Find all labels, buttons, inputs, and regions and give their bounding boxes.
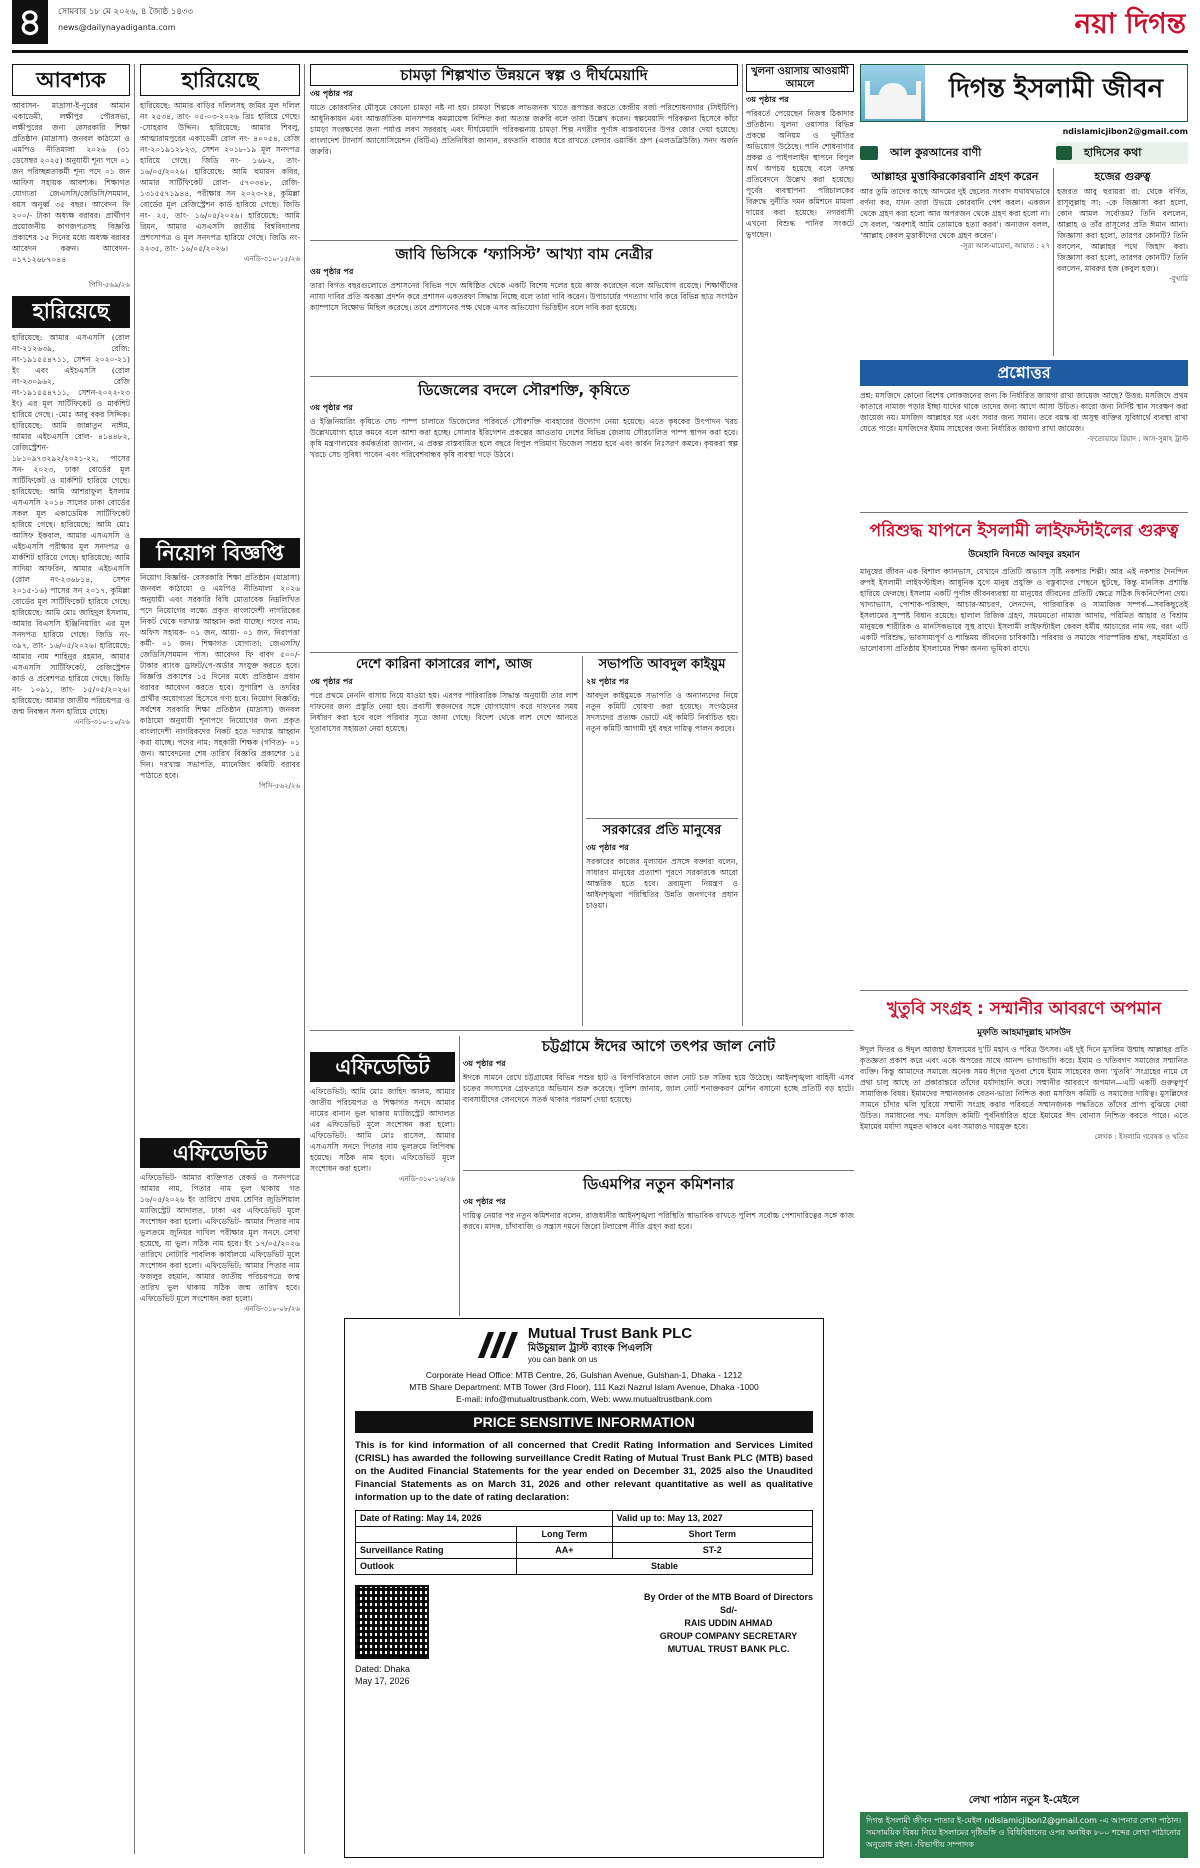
article2-title: খুতুবি সংগ্রহ : সম্মানীর আবরণে অপমান [886, 999, 1162, 1019]
mosque-drawing-icon [861, 65, 925, 121]
islamic-section-title: দিগন্ত ইসলামী জীবন [948, 74, 1164, 104]
article1-author: উমেহানি বিনতে আবদুর রহমান [968, 550, 1080, 560]
news-fake-notes [463, 1036, 854, 1166]
islamic-email[interactable]: ndislamicjibon2@gmail.com [1062, 127, 1188, 136]
news-dmp [463, 1174, 854, 1314]
body-fake-notes: ঈদকে সামনে রেখে চট্টগ্রামের বিভিন্ন পশুর হাট ও বিপণিবিতানে জাল নোট চক্র সক্রিয় হয়ে উঠেছে। আইনশৃঙ্খলা বাহিনী এসব চক্রের সদস্যদের গ্রেফতারে অভিযান শুরু করেছে। পুলিশ জানায়, জাল নোট শনাক্তকরণ মেশিন বসানো হচ্ছে প্রতিটি বড় হাটে। ব্যবসায়ীদের লেনদেনে সতর্ক থাকার পরামর্শ দেয়া হয়েছে। [463, 1073, 854, 1104]
wanted-text: আবাসন- মাদ্রাসা-ই-নূরের আমান একাডেমী, লক্ষীপুর পৌরসভা, লক্ষীপুরের জন্য বেসরকারি শিক্ষা প্রতিষ্ঠান (মাদ্রাসা) জনবল কাঠামো ও এমপিও নীতিমালা ২০২৬ (৩১ ডেসেম্বর ২০২৫) অনুযায়ী শূন্য পদে ০১ জন পরিচ্ছন্নতাকর্মী শূন্য পদে ০১ জন আফিস সহায়ক আবশ্যক। শিক্ষাগত যোগ্যতা জেএসসি/জেডিসি/সমমান, বয়স অনূর্ধ্ব ৩৫ বছর। আবেদন ফি ২০০/- টাকা অধ্যক্ষ বরাবর। প্রার্থীগণ প্রয়োজনীয় কাগজপত্রসহ বিজ্ঞপ্তি প্রকাশের ১৫ দিনের মধ্যে অধ্যক্ষ বরাবর আবেদন করুন। আবেদন- ০১৭১২৬৮৭০৪৪ [12, 101, 130, 264]
byline-solar: ৩য় পৃষ্ঠার পর [310, 403, 353, 412]
table-row [356, 1511, 813, 1527]
column-divider [459, 1036, 460, 1316]
mtb-rating-table [355, 1510, 813, 1575]
mtb-psi-heading: PRICE SENSITIVE INFORMATION [355, 1411, 813, 1433]
column-divider [1053, 168, 1054, 356]
hadith-section [1057, 168, 1188, 356]
mtb-short-term-header: Short Term [612, 1527, 812, 1543]
lost-section-1 [12, 332, 130, 1852]
hadith-heading: হজের গুরুত্ব [1094, 170, 1151, 183]
mtb-row1-long: AA+ [517, 1543, 613, 1559]
affidavit-text-2: এফিডেভিট: আমি মোঃ জাহিদ আলম, আমার জাতীয় পরিচয়পত্র ও শিক্ষাগত সনদে আমার নামের বানান ভুল থাকায় ম্যাজিস্ট্রেট আদালত এর এফিডেভিট মূলে সংশোধন করা হলো। এফিডেভিট: আমি মোঃ রাসেল, আমার এসএসসি সনদে পিতার নাম ভুলক্রমে লিপিবদ্ধ হয়েছে। সঠিক নাম হবে। এফিডেভিট মূলে সংশোধন করা হলো। [310, 1087, 455, 1173]
headline-solar: ডিজেলের বদলে সৌরশক্তি, কৃষিতে [418, 381, 630, 399]
byline-dmp: ৩য় পৃষ্ঠার পর [463, 1197, 506, 1206]
divider [463, 1170, 854, 1171]
byline-government: ৩য় পৃষ্ঠার পর [586, 843, 629, 852]
news-solar [310, 380, 738, 650]
lost-text-1: হারিয়েছে: আমার এসএসসি (রোল নং-২১২৬৩৯, রেজি: নং-১৯১৫৫৪৭১১, সেশন ২০২০-২১) ইং এবং এইচএসসি (রোল নং-২৩০৯৬২, রেজি নং-১৯১৫৫৪৭১১, সেশন-২০২২-২৩ ইং) এর মূল সার্টিফিকেট ও মার্কশিট হারিয়ে গেছে। -মোঃ আবু বকর সিদ্দিক। হারিয়েছে: আমি জান্নাতুন নাঈম, আমার এইচএসসি রোল- ৪১৪৪৮২, রেজিস্ট্রেশন- ১৮১০৯৭৩২৯২/২০২১-২২, পাসের সন- ২০২৩, ঢাকা বোর্ডের মূল সার্টিফিকেট ও মার্কশিট হারিয়ে গেছে। হারিয়েছে: আমি আশরাফুল ইসলাম এসএসসি ২০১৪ সালের ঢাকা বোর্ডের সকল মূল একাডেমিক সার্টিফিকেট হারিয়ে গেছে। হারিয়েছে: আমি মোঃ আসিফ ইকবাল, আমার এসএসসি ও এইচএসসি পরীক্ষার মূল সনদপত্র ও মার্কশিট হারিয়ে গেছে। হারিয়েছে: আমি সাদিয়া আফরিন, আমার এইচএসসি (রোল নং-২৩৬৮১৪, সেশন ২০১৫-১৬) পাসের সন ২০১৭, কুমিল্লা বোর্ডের মূল সার্টিফিকেট হারিয়ে গেছে। হারিয়েছে: আমি মোঃ জাহিদুল ইসলাম, আমার বিএসসি ইঞ্জিনিয়ারিং এর মূল সনদপত্র হারিয়ে গেছে। জিডি নং- ৩৯৭, তাং- ১৬/০৫/২০২৬। হারিয়েছে: আমার নাম শাহিনুর রহমান, আমার এসএসসি সার্টিফিকেট, রেজিস্ট্রেশন কার্ড ও প্রবেশপত্র হারিয়ে গেছে। জিডি নং- ১০৯১, তাং- ১৫/০৫/২০২৬। হারিয়েছে: আমার জাতীয় পরিচয়পত্র ও জন্ম নিবন্ধন সনদ হারিয়ে গেছে। [12, 333, 130, 716]
mtb-signature-block [644, 1585, 813, 1687]
hadith-label-bar [1056, 142, 1188, 164]
qa-section [860, 390, 1188, 508]
hadith-text: হজরত আবু হুরায়রা রা: থেকে বর্ণিত, রাসূলুল্লাহ সা: -কে জিজ্ঞাসা করা হলো, কোন আমল সর্বোত্তম? তিনি বললেন, আল্লাহ ও তাঁর রাসূলের প্রতি ঈমান আনা। জিজ্ঞাসা করা হলো, তারপর কোনটি? তিনি বললেন, আল্লাহর পথে জিহাদ করা। জিজ্ঞাসা করা হলো, তারপর কোনটি? তিনি বললেন, মাবরুর হজ (কবুল হজ)। [1057, 187, 1188, 273]
mtb-designation-1: GROUP COMPANY SECRETARY [659, 1631, 798, 1641]
mtb-dated-2: May 17, 2026 [355, 1676, 410, 1686]
mtb-logo-icon [476, 1330, 520, 1360]
column-divider [304, 64, 305, 1854]
body-leather: যাতে কোরবানির মৌসুমে কোনো চামড়া নষ্ট না হয়। চামড়া শিল্পকে লাভজনক খাতে রূপান্তর করতে কেন্দ্রীয় বর্জ্য পরিশোধনাগার (সিইটিপি) আধুনিকায়ন এবং আন্তর্জাতিক মানসম্পন্ন কমপ্লায়েন্স নিশ্চিত করা অত্যন্ত জরুরি বলে তারা উল্লেখ করেন। স্বল্পমেয়াদি পরিকল্পনা হিসেবে কাঁচা চামড়া সংরক্ষণের জন্য পর্যাপ্ত লবণ সরবরাহ এবং দীর্ঘমেয়াদি পরিকল্পনায় চামড়া শিল্প নগরীর পূর্ণাঙ্গ বাস্তবায়নের উপর জোর দেয়া হয়েছে। বাংলাদেশ ট্যানার্স অ্যাসোসিয়েশন (বিটিএ) প্রতিনিধিরা জানান, রফতানি বাজার ধরে রাখতে লেদার ওয়ার্কিং গ্রুপ (এলডব্লিউজি) সনদ অর্জন জরুরি। [310, 103, 738, 156]
affidavit-ref-2: এনডি-৩১০-১৬/২৬ [399, 1175, 455, 1183]
mtb-sd: Sd/- [719, 1605, 737, 1615]
divider [586, 818, 738, 819]
affidavit-section-2 [310, 1086, 455, 1316]
mtb-row1-label: Surveillance Rating [356, 1543, 517, 1559]
headline-jabi: জাবি ভিসিকে ‘ফ্যাসিস্ট’ আখ্যা বাম নেত্রীর [395, 245, 653, 263]
table-row [356, 1527, 813, 1543]
headline-kaium: সভাপতি আবদুল কাইয়ুম [598, 657, 726, 672]
book-icon [860, 146, 878, 160]
quran-section [860, 168, 1050, 356]
lost-heading-1: হারিয়েছে [12, 296, 130, 328]
mtb-valid-upto: Valid up to: May 13, 2027 [612, 1511, 812, 1527]
quran-reference: -সূরা আল-মায়েদা, আয়াত : ২৭ [960, 242, 1050, 250]
mosque-icon [861, 65, 925, 121]
divider [310, 1030, 854, 1031]
mtb-order: By Order of the MTB Board of Directors [643, 1592, 813, 1602]
wanted-heading: আবশ্যক [12, 64, 130, 96]
body-kaium: আবদুল কাইয়ুমকে সভাপতি ও অন্যান্যদের নিয়ে নতুন কমিটি ঘোষণা করা হয়েছে। সংগঠনের সদস্যদের প্রত্যক্ষ ভোটে এই কমিটি নির্বাচিত হয়। নতুন কমিটি আগামী দুই বছর দায়িত্ব পালন করবে। [586, 691, 738, 733]
byline-jabi: ওয় পৃষ্ঠার পর [310, 267, 354, 276]
recruitment-ref: পিসি-৫৬২/২৬ [258, 782, 300, 790]
recruitment-section [140, 572, 300, 1132]
news-karina [310, 656, 578, 1026]
recruitment-text: নিয়োগ বিজ্ঞপ্তি- বেসরকারি শিক্ষা প্রতিষ্ঠান (মাদ্রাসা) জনবল কাঠামো ও এমপিও নীতিমালা ২০২৬ অনুযায়ী এবং সরকারি বিধি মোতাবেক নিম্নলিখিত পদে নিয়োগের লক্ষ্যে প্রকৃত বাংলাদেশী নাগরিকের নিকট থেকে দরখাস্ত আহ্বান করা যাচ্ছে। পদের নাম: অফিস সহায়ক- ০১ জন, আয়া- ০১ জন, নিরাপত্তা কর্মী- ০১ জন। শিক্ষাগত যোগ্যতা: জেএসসি/জেডিসি/সমমান পাস। আবেদন ফি বাবদ ৫০০/- টাকার ব্যাংক ড্রাফট/পে-অর্ডার সংযুক্ত করতে হবে। বিজ্ঞপ্তি প্রকাশের ১৫ দিনের মধ্যে প্রতিষ্ঠান প্রধান বরাবর আবেদন করতে হবে। সুপারিশ ও তদবির প্রার্থীর অযোগ্যতা হিসেবে গণ্য হবে। নিয়োগ বিজ্ঞপ্তি: সর্বশেষ সরকারি শিক্ষা প্রতিষ্ঠান (মাদ্রাসা) জনবল কাঠামো অনুযায়ী শূন্যপদে নিয়োগের জন্য প্রকৃত বাংলাদেশী নাগরিকদের নিকট হতে দরখাস্ত আহ্বান করা যাচ্ছে। পদের নাম: সহকারী শিক্ষক (গণিত)- ০১ জন। আবেদনের শেষ তারিখ বিজ্ঞপ্তি প্রকাশের ১৫ দিন। দরখাস্ত সভাপতি, ম্যানেজিং কমিটি বরাবর পাঠাতে হবে। [140, 573, 300, 780]
newspaper-logo: নয়া দিগন্ত [1074, 7, 1186, 40]
affidavit-text-1: এফিডেভিট- আমার ব্যক্তিগত রেকর্ড ও সনদপত্রে আমার নাম, পিতার নাম ভুল থাকায় গত ১৬/০৫/২০২৬ ইং তারিখে প্রথম শ্রেণির জুডিশিয়াল ম্যাজিস্ট্রেট আদালত, ঢাকা এর এফিডেভিট মূলে সংশোধন করা হলো। এফিডেভিট- আমার পিতার নাম ভুলক্রমে জুনিয়র দাখিল পরীক্ষার মূল সনদে লেখা হয়েছে, যা ভুল। সঠিক নাম হবে। ইং ১৭/০৫/২০২৬ তারিখে নোটারি পাবলিক কার্যালয়ে এফিডেভিট মূলে সংশোধন করা হলো। এফিডেভিট: আমার পিতার নাম ফজলুর রহমান, আমার জাতীয় পরিচয়পত্রে জন্ম তারিখ ভুল থাকায় সঠিক জন্ম তারিখ হবে। এফিডেভিট মূলে সংশোধন করা হলো। [140, 1173, 300, 1303]
body-jabi: তারা বিগত বছরগুলোতে প্রশাসনের বিভিন্ন পদে অধিষ্ঠিত থেকে একটি বিশেষ দলের হয়ে কাজ করেছেন বলে অভিযোগ রয়েছে। শিক্ষার্থীদের ন্যায্য দাবির প্রতি অবজ্ঞা প্রদর্শন করে প্রশাসন একতরফা সিদ্ধান্ত নিচ্ছে বলে তারা দাবি করেন। উপাচার্যের পদত্যাগ দাবি করে বিভিন্ন ছাত্র সংগঠন ক্যাম্পাসে বিক্ষোভ মিছিল করেছে। তবে প্রশাসনের পক্ষ থেকে এসব অভিযোগ ভিত্তিহীন বলে দাবি করা হয়েছে। [310, 281, 738, 312]
byline-kaium: ২য় পৃষ্ঠার পর [586, 677, 629, 686]
headline-khulna: খুলনা ওয়াসায় আওয়ামী আমলে [746, 64, 854, 92]
mtb-row1-short: ST-2 [612, 1543, 812, 1559]
lost-section-2 [140, 100, 300, 530]
islamic-section-header [860, 64, 1188, 122]
quran-heading: আল্লাহর মুত্তাকিরকোরবানি গ্রহণ করেন [871, 170, 1039, 183]
mtb-blank-cell [356, 1527, 517, 1543]
body-karina: পরে প্রথমে নেননি বাসায় নিয়ে যাওয়া হয়। এরপর পারিবারিক সিদ্ধান্ত অনুযায়ী তার লাশ দাফনের জন্য প্রস্তুতি নেয়া হয়। প্রবাসী স্বজনদের সঙ্গে যোগাযোগ করে দাফনের সময় নির্ধারণ করা হবে বলে পরিবার সূত্রে জানা গেছে। বিদেশ থেকে লাশ দেশে আনতে দূতাবাসের সহায়তা নেয়া হয়েছে। [310, 691, 578, 733]
mtb-qr-block [355, 1585, 429, 1687]
news-jabi [310, 244, 738, 374]
lost-ref-1: এনডি-৩১০-১০/২৬ [74, 718, 130, 726]
mtb-dated: Dated: Dhaka [355, 1664, 411, 1674]
mtb-name: Mutual Trust Bank PLC [527, 1325, 693, 1342]
headline-government: সরকারের প্রতি মানুষের [602, 823, 722, 838]
headline-dmp: ডিএমপির নতুন কমিশনার [583, 1175, 734, 1193]
footer-notice: দিগন্ত ইসলামী জীবন পাতার ই-মেইল ndislamicjibon2@gmail.com -এ আপনার লেখা পাঠান। সমসাময়িক বিষয় নিয়ে ইসলামের দৃষ্টিভঙ্গি ও বিধিবিধানের ওপর অনধিক ৮০০ শব্দের লেখা পাঠানোর অনুরোধ রইল। -বিভাগীয় সম্পাদক [860, 1812, 1188, 1858]
recruitment-heading: নিয়োগ বিজ্ঞপ্তি [140, 538, 300, 568]
qa-heading: প্রশ্নোত্তর [860, 360, 1188, 386]
divider [310, 652, 738, 653]
mtb-designation-2: MUTUAL TRUST BANK PLC. [667, 1644, 790, 1654]
column-divider [582, 656, 583, 1026]
article1-text: মানুষের জীবন এক বিশাল ক্যানভাস, যেখানে প্রতিটি অভ্যাস সৃষ্টি নকশার শিল্পী। আর এই নকশার দৈনন্দিন রুপই ইসলামী লাইফস্টাইল। আধুনিক যুগে মানুষ প্রযুক্তি ও বস্তুবাদের পেছনে ছুটছে, কিন্তু মানসিক প্রশান্তি হারিয়ে ফেলছে। ইসলাম একটি পূর্ণাঙ্গ জীবনব্যবস্থা যা মানুষের জীবনের প্রতিটি ক্ষেত্রে সঠিক দিকনির্দেশনা দেয়। খাদ্যাভ্যাস, পোশাক-পরিচ্ছদ, আচার-আচরণ, লেনদেন, পারিবারিক ও সামাজিক সম্পর্ক—সবকিছুতেই ইসলামের সুস্পষ্ট বিধান রয়েছে। হালাল রিজিক গ্রহণ, সময়মতো নামাজ আদায়, পরিমিত আহার ও বিশ্রাম মানুষকে শারীরিক ও মানসিকভাবে সুস্থ রাখে। ইসলামী লাইফস্টাইল কেবল ধর্মীয় আচারের নাম নয়, বরং এটি একটি পরিশুদ্ধ, ভারসাম্যপূর্ণ ও শান্তিময় জীবনের চাবিকাঠি। পরিবার ও সমাজে পারস্পরিক শ্রদ্ধা, সহমর্মিতা ও ভালোবাসা প্রতিষ্ঠায় ইসলামের শিক্ষা অনন্য ভূমিকা রাখে। [860, 567, 1188, 653]
column-divider [742, 64, 743, 1026]
mtb-address-2: MTB Share Department: MTB Tower (3rd Floor), 111 Kazi Nazrul Islam Avenue, Dhaka -1000 [409, 1382, 759, 1392]
qr-code-icon[interactable] [355, 1585, 429, 1659]
body-solar: ও ইঞ্জিনিয়ারিং কৃষিতে সেচ পাম্প চালাতে ডিজেলের পরিবর্তে সৌরশক্তি ব্যবহারের উদ্যোগ নেয়া হয়েছে। এতে কৃষকের উৎপাদন খরচ উল্লেখযোগ্য হারে কমবে বলে আশা করা হচ্ছে। সোলার ইরিগেশন প্রকল্পের আওতায় দেশের বিভিন্ন জেলায় সৌরচালিত পাম্প স্থাপন করা হবে। কৃষি মন্ত্রণালয়ের কর্মকর্তারা জানান, এ প্রকল্প বাস্তবায়িত হলে বছরে বিপুল পরিমাণ ডিজেল সাশ্রয় হবে এবং কার্বন নিঃসরণ কমবে। কৃষকরা স্বল্প খরচে সেচ সুবিধা পাবেন এবং পরিবেশবান্ধব কৃষি ব্যবস্থা গড়ে উঠবে। [310, 417, 738, 459]
news-government [586, 822, 738, 1022]
byline-karina: ৩য় পৃষ্ঠার পর [310, 677, 353, 686]
mtb-address-1: Corporate Head Office: MTB Centre, 26, Gulshan Avenue, Gulshan-1, Dhaka - 1212 [425, 1370, 743, 1380]
article2-body [860, 1044, 1188, 1784]
mtb-advertisement [344, 1318, 824, 1858]
quran-text: আর তুমি তাদের কাছে আদমের দুই ছেলের সংবাদ যথাযথভাবে বর্ণনা কর, যখন তারা উভয়ে কোরবানি পেশ করল। একজন থেকে গ্রহণ করা হলো আর অপরজন থেকে গ্রহণ করা হলো না। সে বলল, ‘অবশ্যই আমি তোমাকে হত্যা করব’। অন্যজন বলল, ‘আল্লাহ কেবল মুত্তাকীদের থেকে গ্রহণ করেন’। [860, 187, 1050, 240]
affidavit-ref-1: এনডি-৩১০-০৮/২৬ [244, 1305, 300, 1313]
qa-text: প্রশ্ন: মসজিদে কোনো বিশেষ লোকজনের জন্য কি নির্ধারিত জায়গা রাখা জায়েজ আছে? উত্তর: মসজিদে প্রথম কাতারে নামাজ পড়ার ইচ্ছা যাদের থাকে তাদের জন্য আগে আসা উচিত। কারো জন্য নির্দিষ্ট স্থান সংরক্ষণ করা জায়েজ নয়। মসজিদ আল্লাহর ঘর এবং সবার জন্য সমান। তবে বয়স্ক বা অসুস্থ ব্যক্তির সুবিধার্থে ব্যবস্থা রাখা যেতে পারে। মসজিদের ইমাম সাহেবের জন্য নির্ধারিত জায়গা রাখা জায়েজ। [860, 391, 1188, 433]
issue-date: সোমবার ১৮ মে ২০২৬, ৪ জ্যৈষ্ঠ ১৪৩৩ [58, 7, 193, 17]
article2-text: ঈদুল ফিতর ও ঈদুল আজহা ইসলামের দু’টি মহান ও পবিত্র উৎসব। এই দুই দিনে মুসলিম উম্মাহ আল্লাহর প্রতি কৃতজ্ঞতা প্রকাশ করে এবং একে অপরের সাথে আনন্দ ভাগাভাগি করে। ইমাম ও খতিবগণ সমাজের সম্মানিত ব্যক্তি। কিন্তু আমাদের সমাজে অনেক সময় ঈদের খুতবা শেষে ইমাম সাহেবের জন্য ‘খুতবি’ সংগ্রহের নামে যে প্রথা চালু আছে তা প্রকারান্তরে তাঁদের মর্যাদাহানি করে। সম্মানীর আবরণে অপমান—এটি একটি গুরুত্বপূর্ণ সামাজিক বিষয়। ইমামদের সম্মানজনক বেতন-ভাতা নিশ্চিত করা মসজিদ কমিটি ও সমাজের দায়িত্ব। মুসল্লিদের সামনে চাঁদার থলি ঘুরিয়ে সম্মানী সংগ্রহ করার পরিবর্তে সম্মানজনক পদ্ধতিতে তাঁদের প্রাপ্য বুঝিয়ে দেয়া উচিত। সমাধানের পথ: মসজিদ কমিটি পূর্বনির্ধারিত হারে ইমামের ঈদ বোনাস নিশ্চিত করতে পারে। এতে ইমামের মর্যাদা সমুন্নত থাকবে এবং সমাজও দায়মুক্ত হবে। [860, 1045, 1188, 1131]
divider [860, 512, 1188, 513]
divider [310, 240, 738, 241]
affidavit-heading-1: এফিডেভিট [140, 1138, 300, 1168]
article2-foot: লেখক : ইসলামি গবেষক ও খতিব [1094, 1133, 1188, 1141]
headline-leather: চামড়া শিল্পখাত উন্নয়নে স্বল্প ও দীর্ঘমেয়াদি [310, 64, 738, 86]
news-leather [310, 64, 738, 239]
byline-khulna: ৩য় পৃষ্ঠার পর [746, 95, 789, 104]
divider [860, 990, 1188, 991]
header-rule [12, 50, 1188, 53]
table-row [356, 1543, 813, 1559]
body-khulna: পরিবর্তে পেয়েছেন নিজস্ব ঠিকাদার প্রতিষ্ঠান। খুলনা ওয়াসার বিভিন্ন প্রকল্পে অনিয়ম ও দুর্নীতির অভিযোগ উঠেছে। পানি শোধনাগার প্রকল্প ও পাইপলাইন স্থাপনে বিপুল অর্থ অপচয় হয়েছে বলে তদন্ত প্রতিবেদনে উল্লেখ করা হয়েছে। পূর্বের ব্যবস্থাপনা পরিচালকের বিরুদ্ধে দুর্নীতি দমন কমিশনে মামলা দায়ের করা হয়েছে। নগরবাসী এখনো বিশুদ্ধ পানির সংকটে ভুগছেন। [746, 109, 854, 239]
affidavit-heading-2: এফিডেভিট [310, 1052, 455, 1082]
lost-heading-2: হারিয়েছে [140, 64, 300, 96]
mtb-row2-value: Stable [517, 1559, 813, 1575]
lost-ref-2: এনডি-৩১০-১৫/২৬ [244, 255, 300, 263]
hand-icon [1056, 146, 1072, 160]
mtb-footer [355, 1585, 813, 1687]
divider [310, 376, 738, 377]
body-government: সরকারের কাজের মূল্যায়ন প্রসঙ্গে বক্তারা বলেন, সাধারণ মানুষের প্রত্যাশা পূরণে সরকারকে আরো আন্তরিক হতে হবে। দ্রব্যমূল্য নিয়ন্ত্রণ ও আইনশৃঙ্খলা পরিস্থিতির উন্নতি জনগণের প্রধান চাওয়া। [586, 857, 738, 910]
news-kaium [586, 656, 738, 816]
headline-karina: দেশে কারিনা কাসারের লাশ, আজ [355, 657, 533, 672]
column-divider [134, 64, 135, 1854]
news-khulna [746, 64, 854, 1024]
article1-body [860, 566, 1188, 986]
body-dmp: দায়িত্ব নেয়ার পর নতুন কমিশনার বলেন, রাজধানীর আইনশৃঙ্খলা পরিস্থিতি স্বাভাবিক রাখতে পুলিশ সর্বোচ্চ পেশাদারিত্বের সঙ্গে কাজ করবে। মাদক, চাঁদাবাজি ও সন্ত্রাস দমনে জিরো টলারেন্স নীতি গ্রহণ করা হবে। [463, 1211, 854, 1231]
lost-text-2: হারিয়েছে: আমার বাড়ির দলিলসহ জমির মূল দলিল নং ২৫৩৪, তাং- ০৫-০৩-২০২৬ খ্রিঃ হারিয়ে গেছে। -সোহরাব উদ্দিন। হারিয়েছে: আমার শিবলু, আত্মারামপুরের একাডেমী রোল নং- ৪০০৫৪, রেজি নং-২০১৯১২৮২৩, সেশন ২০১৮-১৯ মূল সনদপত্র হারিয়ে গেছে। জিডি নং- ১৬৮২, তাং- ১৬/০৫/২০২৬। হারিয়েছে: আমি হুমায়ন কবির, আমার সার্টিফিকেট রোল- ৫৭০৩৪৮, রেজি- ১৩১৫৫৭১৯৪৪, পরীক্ষার সন ২০২৩-২৪, কুমিল্লা বোর্ডের মূল রেজিস্ট্রেশন কার্ড হারিয়ে গেছে। জিডি নং- ২৫, তাং- ১৬/০৫/২০২৬। হারিয়েছে: আমি রিমন, আমার এসএসসি জাতীয় বিশ্ববিদ্যালয় প্রশংসাপত্র ও মূল সনদপত্র হারিয়ে গেছে। জিডি নং- ২২৩৫, তাং- ১৬/০৫/২০২৬। [140, 101, 300, 253]
mtb-row2-label: Outlook [356, 1559, 517, 1575]
quran-label-bar [860, 142, 1050, 164]
hadith-reference: -বুখারি [1169, 275, 1188, 283]
mtb-body: This is for kind information of all concerned that Credit Rating Information and Services Limited (CRISL) has awarded the following surveillance Credit Rating of Mutual Trust Bank PLC (MTB) based on the Audited Financial Statements for the year ended on December 31, 2025 also the Unaudited Financial Statements as on March 31, 2026 and other relevant quantitative as well as qualitative information up to the date of rating declaration: [355, 1440, 813, 1503]
article2-author: মুফতি আহমাদুল্লাহ মাসউদ [977, 1028, 1071, 1038]
affidavit-section-1 [140, 1172, 300, 1852]
wanted-section [12, 100, 130, 280]
table-row [356, 1559, 813, 1575]
page-number: ৪ [12, 0, 48, 44]
mtb-header [355, 1325, 813, 1365]
site-email[interactable]: news@dailynayadiganta.com [58, 23, 176, 32]
mtb-date-of-rating: Date of Rating: May 14, 2026 [356, 1511, 613, 1527]
mtb-tagline: you can bank on us [527, 1355, 598, 1364]
headline-fake-notes: চট্টগ্রামে ঈদের আগে তৎপর জাল নোট [541, 1037, 776, 1055]
byline-leather: ৩য় পৃষ্ঠার পর [310, 89, 353, 98]
mtb-name-bn: মিউচুয়াল ট্রাস্ট ব্যাংক পিএলসি [527, 1343, 653, 1354]
mtb-long-term-header: Long Term [517, 1527, 613, 1543]
byline-fake-notes: ৩য় পৃষ্ঠার পর [463, 1059, 506, 1068]
mtb-signatory: RAIS UDDIN AHMAD [684, 1618, 773, 1628]
mtb-contact[interactable]: E-mail: info@mutualtrustbank.com, Web: www.mutualtrustbank.com [455, 1394, 712, 1404]
hadith-label: হাদিসের কথা [1084, 146, 1142, 159]
quran-label: আল কুরআনের বাণী [890, 146, 982, 159]
article1-title: পরিশুদ্ধ যাপনে ইসলামী লাইফস্টাইলের গুরুত্ব [869, 521, 1179, 541]
wanted-ref: পিসি-৫৬৯/২৬ [88, 281, 130, 289]
footer-title: লেখা পাঠান নতুন ই-মেইলে [968, 1795, 1080, 1806]
qa-reference: -ফতোয়ায়ে রিয়াদ : আস-সুন্নাহ ট্রাস্ট [1087, 435, 1188, 443]
